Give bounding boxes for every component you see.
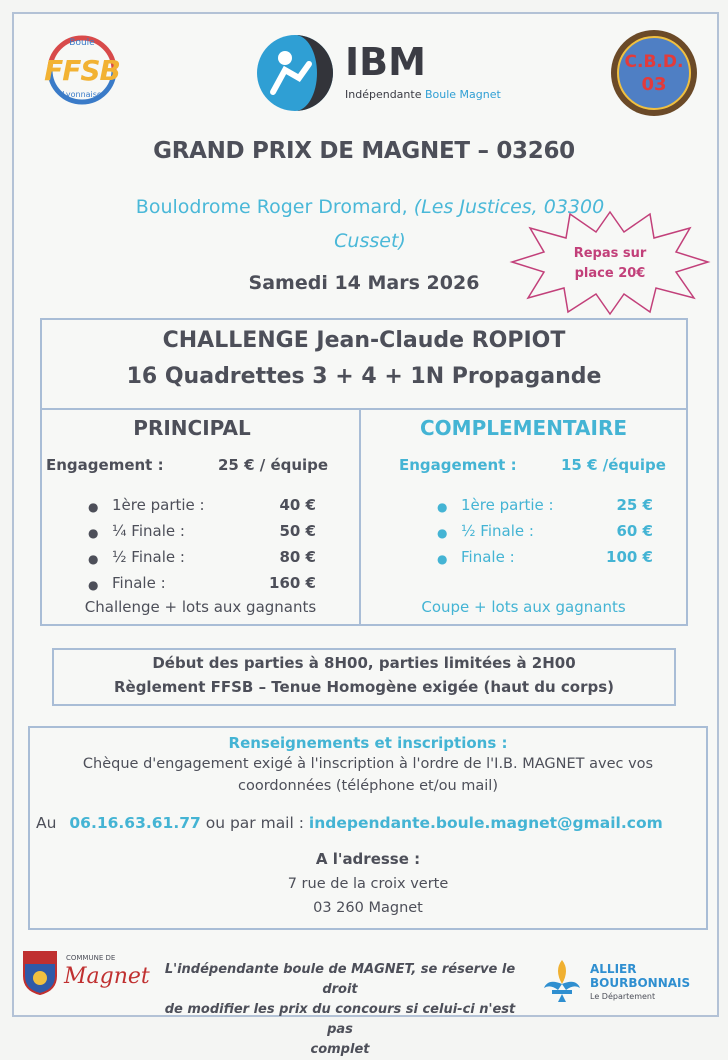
allier-line1: ALLIER — [590, 962, 637, 976]
complementaire-heading: COMPLEMENTAIRE — [419, 416, 628, 440]
complementaire-engagement-label: Engagement : — [399, 456, 517, 474]
ibm-logo — [255, 30, 515, 118]
info-box — [28, 726, 708, 930]
venue-place: (Les Justices, 03300 — [413, 196, 605, 218]
ibm-acronym: IBM — [345, 40, 426, 84]
bullet-icon: ● — [437, 500, 448, 514]
prize-label: 1ère partie : — [461, 496, 554, 514]
address-heading: A l'adresse : — [315, 850, 421, 868]
prize-label: Finale : — [461, 548, 515, 566]
prize-label: ½ Finale : — [461, 522, 534, 540]
ibm-sub-b: Boule Magnet — [424, 88, 501, 101]
complementaire-column — [361, 410, 686, 624]
complementaire-engagement-value: 15 € /équipe — [561, 456, 666, 474]
info-line2: coordonnées (téléphone et/ou mail) — [238, 778, 498, 794]
bullet-icon: ● — [88, 500, 99, 514]
cbd-line1: C.B.D. — [624, 52, 684, 72]
ffsb-bottom: Lyonnaise — [62, 90, 102, 99]
prize-amount: 160 € — [269, 574, 316, 592]
bullet-icon: ● — [88, 552, 99, 566]
ibm-sub-a: Indépendante — [345, 88, 422, 101]
challenge-name: CHALLENGE Jean-Claude ROPIOT — [162, 328, 566, 353]
principal-prize-row — [88, 548, 328, 567]
ffsb-top: Boule — [69, 38, 95, 48]
principal-engagement-label: Engagement : — [46, 456, 164, 474]
prize-amount: 50 € — [279, 522, 316, 540]
prize-label: 1ère partie : — [112, 496, 205, 514]
contact-email[interactable]: independante.boule.magnet@gmail.com — [308, 814, 663, 832]
rules-line1: Début des parties à 8H00, parties limitées à 2H00 — [152, 654, 576, 672]
prize-amount: 40 € — [279, 496, 316, 514]
address-line2: 03 260 Magnet — [313, 900, 423, 916]
cbd-line2: 03 — [641, 74, 667, 95]
principal-note: Challenge + lots aux gagnants — [84, 598, 317, 616]
bullet-icon: ● — [437, 552, 448, 566]
ibm-emblem-icon — [255, 30, 335, 116]
page-title: GRAND PRIX DE MAGNET – 03260 — [153, 138, 575, 164]
commune-name: Magnet — [64, 964, 150, 989]
info-heading: Renseignements et inscriptions : — [228, 734, 508, 752]
ffsb-main: FFSB — [44, 54, 120, 87]
contact-par-mail: ou par mail : — [205, 814, 304, 832]
commune-logo — [22, 950, 150, 1006]
bullet-icon: ● — [437, 526, 448, 540]
allier-line2: BOURBONNAIS — [590, 976, 691, 990]
disclaimer — [150, 960, 530, 1060]
contact-line — [36, 814, 706, 832]
principal-column — [42, 410, 359, 624]
meal-line1: Repas sur — [573, 246, 647, 261]
complementaire-prize-row — [437, 522, 665, 541]
info-line1: Chèque d'engagement exigé à l'inscription à l'ordre de l'I.B. MAGNET avec vos — [82, 756, 654, 772]
contact-phone[interactable]: 06.16.63.61.77 — [69, 814, 201, 832]
meal-starburst — [510, 208, 710, 316]
disclaimer-line2: de modifier les prix du concours si celui-ci n'est pas — [164, 1002, 516, 1037]
fleur-de-lis-icon — [540, 958, 584, 1004]
complementaire-note: Coupe + lots aux gagnants — [421, 598, 626, 616]
bullet-icon: ● — [88, 578, 99, 592]
principal-prize-row — [88, 574, 328, 593]
prize-label: Finale : — [112, 574, 166, 592]
disclaimer-line3: complet — [310, 1042, 370, 1057]
challenge-format: 16 Quadrettes 3 + 4 + 1N Propagande — [126, 364, 602, 389]
challenge-box — [40, 318, 688, 626]
principal-prize-row — [88, 522, 328, 541]
prize-amount: 60 € — [616, 522, 653, 540]
complementaire-prize-row — [437, 496, 665, 515]
venue-city: Cusset) — [334, 230, 406, 252]
disclaimer-line1: L'indépendante boule de MAGNET, se réserve le droit — [164, 962, 516, 997]
address-line1: 7 rue de la croix verte — [287, 876, 449, 892]
prize-amount: 100 € — [606, 548, 653, 566]
meal-line2: place 20€ — [574, 266, 646, 281]
prize-label: ½ Finale : — [112, 548, 185, 566]
prize-label: ¼ Finale : — [112, 522, 185, 540]
coat-of-arms-icon — [22, 950, 58, 996]
principal-heading: PRINCIPAL — [133, 416, 251, 440]
principal-engagement-value: 25 € / équipe — [218, 456, 329, 474]
commune-small: COMMUNE DE — [66, 954, 116, 962]
allier-logo — [540, 958, 700, 1008]
prize-amount: 80 € — [279, 548, 316, 566]
cbd-logo — [608, 28, 700, 118]
principal-prize-row — [88, 496, 328, 515]
complementaire-prize-row — [437, 548, 665, 567]
prize-amount: 25 € — [616, 496, 653, 514]
venue-name: Boulodrome Roger Dromard, — [135, 196, 408, 218]
contact-au: Au — [36, 814, 57, 832]
ffsb-logo — [30, 30, 134, 110]
event-date: Samedi 14 Mars 2026 — [248, 272, 480, 294]
bullet-icon: ● — [88, 526, 99, 540]
rules-box — [52, 648, 676, 706]
ibm-subtitle — [345, 88, 501, 101]
rules-line2: Règlement FFSB – Tenue Homogène exigée (haut du corps) — [113, 678, 615, 696]
allier-line3: Le Département — [590, 992, 656, 1001]
